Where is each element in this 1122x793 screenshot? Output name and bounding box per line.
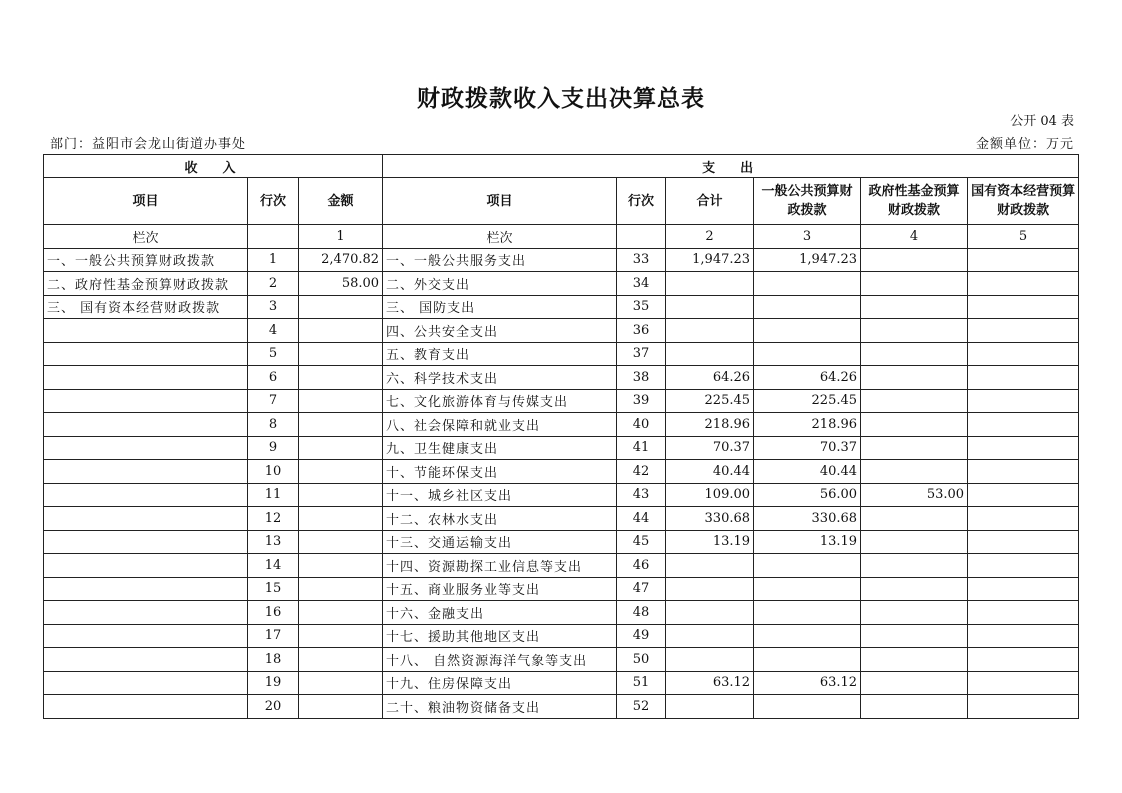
income-item-cell xyxy=(44,671,248,695)
expense-state-cell xyxy=(968,624,1079,648)
income-item-cell: 二、政府性基金预算财政拨款 xyxy=(44,272,248,296)
income-item-cell xyxy=(44,319,248,343)
income-amount-cell xyxy=(299,648,383,672)
expense-line-cell: 36 xyxy=(617,319,666,343)
expense-item-cell: 十九、住房保障支出 xyxy=(383,671,617,695)
expense-total-cell: 109.00 xyxy=(666,483,754,507)
expense-state-cell xyxy=(968,342,1079,366)
expense-general-cell: 56.00 xyxy=(754,483,861,507)
income-amount-cell xyxy=(299,389,383,413)
income-line-cell: 5 xyxy=(248,342,299,366)
expense-total-cell: 63.12 xyxy=(666,671,754,695)
expense-line-cell: 40 xyxy=(617,413,666,437)
income-amount-cell xyxy=(299,342,383,366)
expense-line-cell: 41 xyxy=(617,436,666,460)
expense-fund-cell xyxy=(861,695,968,719)
expense-line-cell: 43 xyxy=(617,483,666,507)
expense-total-cell xyxy=(666,624,754,648)
expense-state-cell xyxy=(968,413,1079,437)
income-amount-cell xyxy=(299,366,383,390)
total-index: 2 xyxy=(666,225,754,249)
expense-line-index xyxy=(617,225,666,249)
income-amount-cell xyxy=(299,671,383,695)
table-row xyxy=(44,436,1079,460)
expense-total-cell xyxy=(666,695,754,719)
expense-line-cell: 46 xyxy=(617,554,666,578)
expense-state-cell xyxy=(968,601,1079,625)
income-item-header: 项目 xyxy=(44,178,248,225)
expense-line-cell: 49 xyxy=(617,624,666,648)
expense-total-cell xyxy=(666,272,754,296)
expense-item-cell: 四、公共安全支出 xyxy=(383,319,617,343)
expense-fund-cell xyxy=(861,436,968,460)
expense-fund-cell xyxy=(861,530,968,554)
income-amount-cell xyxy=(299,319,383,343)
expense-total-cell xyxy=(666,601,754,625)
expense-fund-cell xyxy=(861,507,968,531)
income-amount-cell xyxy=(299,507,383,531)
expense-fund-cell xyxy=(861,601,968,625)
income-amount-cell: 2,470.82 xyxy=(299,248,383,272)
expense-general-cell xyxy=(754,319,861,343)
expense-general-cell xyxy=(754,554,861,578)
expense-general-cell: 64.26 xyxy=(754,366,861,390)
income-line-cell: 9 xyxy=(248,436,299,460)
page-title: 财政拨款收入支出决算总表 xyxy=(417,85,705,112)
table-row xyxy=(44,507,1079,531)
expense-item-cell: 三、 国防支出 xyxy=(383,295,617,319)
column-header-row xyxy=(44,178,1079,225)
expense-total-cell: 13.19 xyxy=(666,530,754,554)
expense-state-cell xyxy=(968,248,1079,272)
expense-line-cell: 44 xyxy=(617,507,666,531)
income-item-cell: 三、 国有资本经营财政拨款 xyxy=(44,295,248,319)
expense-total-cell xyxy=(666,648,754,672)
expense-state-cell xyxy=(968,648,1079,672)
income-line-cell: 7 xyxy=(248,389,299,413)
income-item-cell xyxy=(44,460,248,484)
table-row xyxy=(44,671,1079,695)
expense-general-cell: 225.45 xyxy=(754,389,861,413)
income-line-cell: 18 xyxy=(248,648,299,672)
table-row xyxy=(44,624,1079,648)
expense-general-cell: 63.12 xyxy=(754,671,861,695)
income-amount-cell xyxy=(299,577,383,601)
income-line-cell: 16 xyxy=(248,601,299,625)
expense-state-cell xyxy=(968,366,1079,390)
column-index-row xyxy=(44,225,1079,249)
income-item-cell xyxy=(44,530,248,554)
income-amount-cell xyxy=(299,530,383,554)
income-item-cell xyxy=(44,601,248,625)
expense-total-cell xyxy=(666,554,754,578)
income-amount-index: 1 xyxy=(299,225,383,249)
income-item-cell xyxy=(44,554,248,578)
expense-item-cell: 十八、 自然资源海洋气象等支出 xyxy=(383,648,617,672)
expense-state-cell xyxy=(968,577,1079,601)
expense-fund-cell xyxy=(861,342,968,366)
expense-line-cell: 52 xyxy=(617,695,666,719)
expense-line-header: 行次 xyxy=(617,178,666,225)
expense-fund-cell xyxy=(861,648,968,672)
budget-table xyxy=(43,154,1079,719)
general-index: 3 xyxy=(754,225,861,249)
income-item-cell xyxy=(44,648,248,672)
expense-item-cell: 十三、交通运输支出 xyxy=(383,530,617,554)
income-amount-header: 金额 xyxy=(299,178,383,225)
table-row xyxy=(44,483,1079,507)
income-amount-cell xyxy=(299,460,383,484)
income-line-header: 行次 xyxy=(248,178,299,225)
expense-line-cell: 42 xyxy=(617,460,666,484)
expense-line-cell: 51 xyxy=(617,671,666,695)
expense-general-cell xyxy=(754,342,861,366)
expense-item-cell: 二十、粮油物资储备支出 xyxy=(383,695,617,719)
income-item-cell xyxy=(44,624,248,648)
table-row xyxy=(44,272,1079,296)
expense-line-cell: 50 xyxy=(617,648,666,672)
expense-line-cell: 35 xyxy=(617,295,666,319)
income-line-cell: 15 xyxy=(248,577,299,601)
expense-item-cell: 五、教育支出 xyxy=(383,342,617,366)
income-amount-cell xyxy=(299,601,383,625)
expense-total-cell: 70.37 xyxy=(666,436,754,460)
expense-fund-cell xyxy=(861,460,968,484)
table-row xyxy=(44,295,1079,319)
expense-general-cell xyxy=(754,695,861,719)
income-amount-cell xyxy=(299,295,383,319)
expense-state-cell xyxy=(968,436,1079,460)
expense-general-cell: 218.96 xyxy=(754,413,861,437)
expense-index-label: 栏次 xyxy=(383,225,617,249)
expense-fund-cell: 53.00 xyxy=(861,483,968,507)
expense-state-cell xyxy=(968,507,1079,531)
income-amount-cell xyxy=(299,554,383,578)
expense-line-cell: 48 xyxy=(617,601,666,625)
expense-section-header: 支 出 xyxy=(383,155,1079,178)
table-row xyxy=(44,366,1079,390)
expense-fund-header: 政府性基金预算财政拨款 xyxy=(861,178,968,225)
expense-total-cell: 1,947.23 xyxy=(666,248,754,272)
expense-state-cell xyxy=(968,483,1079,507)
expense-state-cell xyxy=(968,671,1079,695)
expense-fund-cell xyxy=(861,554,968,578)
expense-item-cell: 十六、金融支出 xyxy=(383,601,617,625)
expense-item-header: 项目 xyxy=(383,178,617,225)
expense-general-cell xyxy=(754,577,861,601)
expense-general-cell: 1,947.23 xyxy=(754,248,861,272)
income-line-cell: 1 xyxy=(248,248,299,272)
income-item-cell xyxy=(44,436,248,460)
expense-fund-cell xyxy=(861,272,968,296)
expense-state-cell xyxy=(968,460,1079,484)
expense-fund-cell xyxy=(861,248,968,272)
table-row xyxy=(44,248,1079,272)
expense-line-cell: 45 xyxy=(617,530,666,554)
fund-index: 4 xyxy=(861,225,968,249)
table-row xyxy=(44,601,1079,625)
expense-total-cell: 64.26 xyxy=(666,366,754,390)
expense-general-cell xyxy=(754,272,861,296)
expense-item-cell: 十五、商业服务业等支出 xyxy=(383,577,617,601)
expense-item-cell: 十、节能环保支出 xyxy=(383,460,617,484)
income-amount-cell xyxy=(299,624,383,648)
income-item-cell xyxy=(44,695,248,719)
expense-general-cell xyxy=(754,295,861,319)
income-line-cell: 20 xyxy=(248,695,299,719)
income-index-label: 栏次 xyxy=(44,225,248,249)
expense-line-cell: 47 xyxy=(617,577,666,601)
table-row xyxy=(44,530,1079,554)
income-line-cell: 3 xyxy=(248,295,299,319)
expense-item-cell: 一、一般公共服务支出 xyxy=(383,248,617,272)
income-line-cell: 6 xyxy=(248,366,299,390)
income-item-cell xyxy=(44,507,248,531)
expense-general-cell xyxy=(754,648,861,672)
expense-state-cell xyxy=(968,319,1079,343)
income-line-cell: 19 xyxy=(248,671,299,695)
expense-fund-cell xyxy=(861,295,968,319)
expense-general-cell xyxy=(754,601,861,625)
income-line-cell: 11 xyxy=(248,483,299,507)
form-code: 公开 04 表 xyxy=(1010,114,1074,129)
income-amount-cell xyxy=(299,695,383,719)
table-row xyxy=(44,554,1079,578)
income-item-cell xyxy=(44,483,248,507)
expense-state-cell xyxy=(968,695,1079,719)
income-amount-cell xyxy=(299,436,383,460)
department-label: 部门：益阳市会龙山街道办事处 xyxy=(50,137,247,152)
table-row xyxy=(44,342,1079,366)
income-amount-cell xyxy=(299,483,383,507)
expense-line-cell: 38 xyxy=(617,366,666,390)
table-row xyxy=(44,389,1079,413)
expense-fund-cell xyxy=(861,671,968,695)
expense-state-cell xyxy=(968,272,1079,296)
expense-item-cell: 六、科学技术支出 xyxy=(383,366,617,390)
income-line-cell: 17 xyxy=(248,624,299,648)
income-item-cell xyxy=(44,389,248,413)
expense-general-cell: 13.19 xyxy=(754,530,861,554)
income-amount-cell: 58.00 xyxy=(299,272,383,296)
expense-line-cell: 37 xyxy=(617,342,666,366)
income-item-cell xyxy=(44,413,248,437)
amount-unit-label: 金额单位：万元 xyxy=(975,137,1074,152)
income-item-cell xyxy=(44,342,248,366)
expense-line-cell: 34 xyxy=(617,272,666,296)
expense-total-cell xyxy=(666,577,754,601)
expense-fund-cell xyxy=(861,577,968,601)
expense-total-cell: 218.96 xyxy=(666,413,754,437)
income-line-index xyxy=(248,225,299,249)
income-line-cell: 13 xyxy=(248,530,299,554)
table-row xyxy=(44,413,1079,437)
state-index: 5 xyxy=(968,225,1079,249)
expense-item-cell: 七、文化旅游体育与传媒支出 xyxy=(383,389,617,413)
expense-item-cell: 二、外交支出 xyxy=(383,272,617,296)
expense-state-cell xyxy=(968,530,1079,554)
expense-fund-cell xyxy=(861,389,968,413)
section-header-row xyxy=(44,155,1079,178)
income-line-cell: 2 xyxy=(248,272,299,296)
table-row xyxy=(44,460,1079,484)
expense-general-cell: 40.44 xyxy=(754,460,861,484)
expense-state-cell xyxy=(968,554,1079,578)
expense-item-cell: 八、社会保障和就业支出 xyxy=(383,413,617,437)
expense-item-cell: 十二、农林水支出 xyxy=(383,507,617,531)
income-line-cell: 12 xyxy=(248,507,299,531)
expense-fund-cell xyxy=(861,413,968,437)
expense-state-header: 国有资本经营预算财政拨款 xyxy=(968,178,1079,225)
expense-line-cell: 39 xyxy=(617,389,666,413)
income-item-cell: 一、一般公共预算财政拨款 xyxy=(44,248,248,272)
income-item-cell xyxy=(44,366,248,390)
table-row xyxy=(44,695,1079,719)
income-line-cell: 8 xyxy=(248,413,299,437)
income-line-cell: 4 xyxy=(248,319,299,343)
expense-total-cell xyxy=(666,342,754,366)
expense-fund-cell xyxy=(861,319,968,343)
expense-general-cell xyxy=(754,624,861,648)
income-item-cell xyxy=(44,577,248,601)
income-line-cell: 14 xyxy=(248,554,299,578)
expense-state-cell xyxy=(968,389,1079,413)
expense-total-cell: 225.45 xyxy=(666,389,754,413)
expense-item-cell: 九、卫生健康支出 xyxy=(383,436,617,460)
expense-state-cell xyxy=(968,295,1079,319)
expense-total-cell: 330.68 xyxy=(666,507,754,531)
expense-general-header: 一般公共预算财政拨款 xyxy=(754,178,861,225)
expense-fund-cell xyxy=(861,366,968,390)
expense-total-cell xyxy=(666,295,754,319)
expense-item-cell: 十四、资源勘探工业信息等支出 xyxy=(383,554,617,578)
expense-line-cell: 33 xyxy=(617,248,666,272)
income-line-cell: 10 xyxy=(248,460,299,484)
expense-general-cell: 330.68 xyxy=(754,507,861,531)
expense-general-cell: 70.37 xyxy=(754,436,861,460)
income-section-header: 收 入 xyxy=(44,155,383,178)
table-row xyxy=(44,577,1079,601)
expense-total-cell: 40.44 xyxy=(666,460,754,484)
income-amount-cell xyxy=(299,413,383,437)
expense-item-cell: 十一、城乡社区支出 xyxy=(383,483,617,507)
expense-total-header: 合计 xyxy=(666,178,754,225)
table-row xyxy=(44,648,1079,672)
expense-total-cell xyxy=(666,319,754,343)
table-row xyxy=(44,319,1079,343)
expense-fund-cell xyxy=(861,624,968,648)
expense-item-cell: 十七、援助其他地区支出 xyxy=(383,624,617,648)
